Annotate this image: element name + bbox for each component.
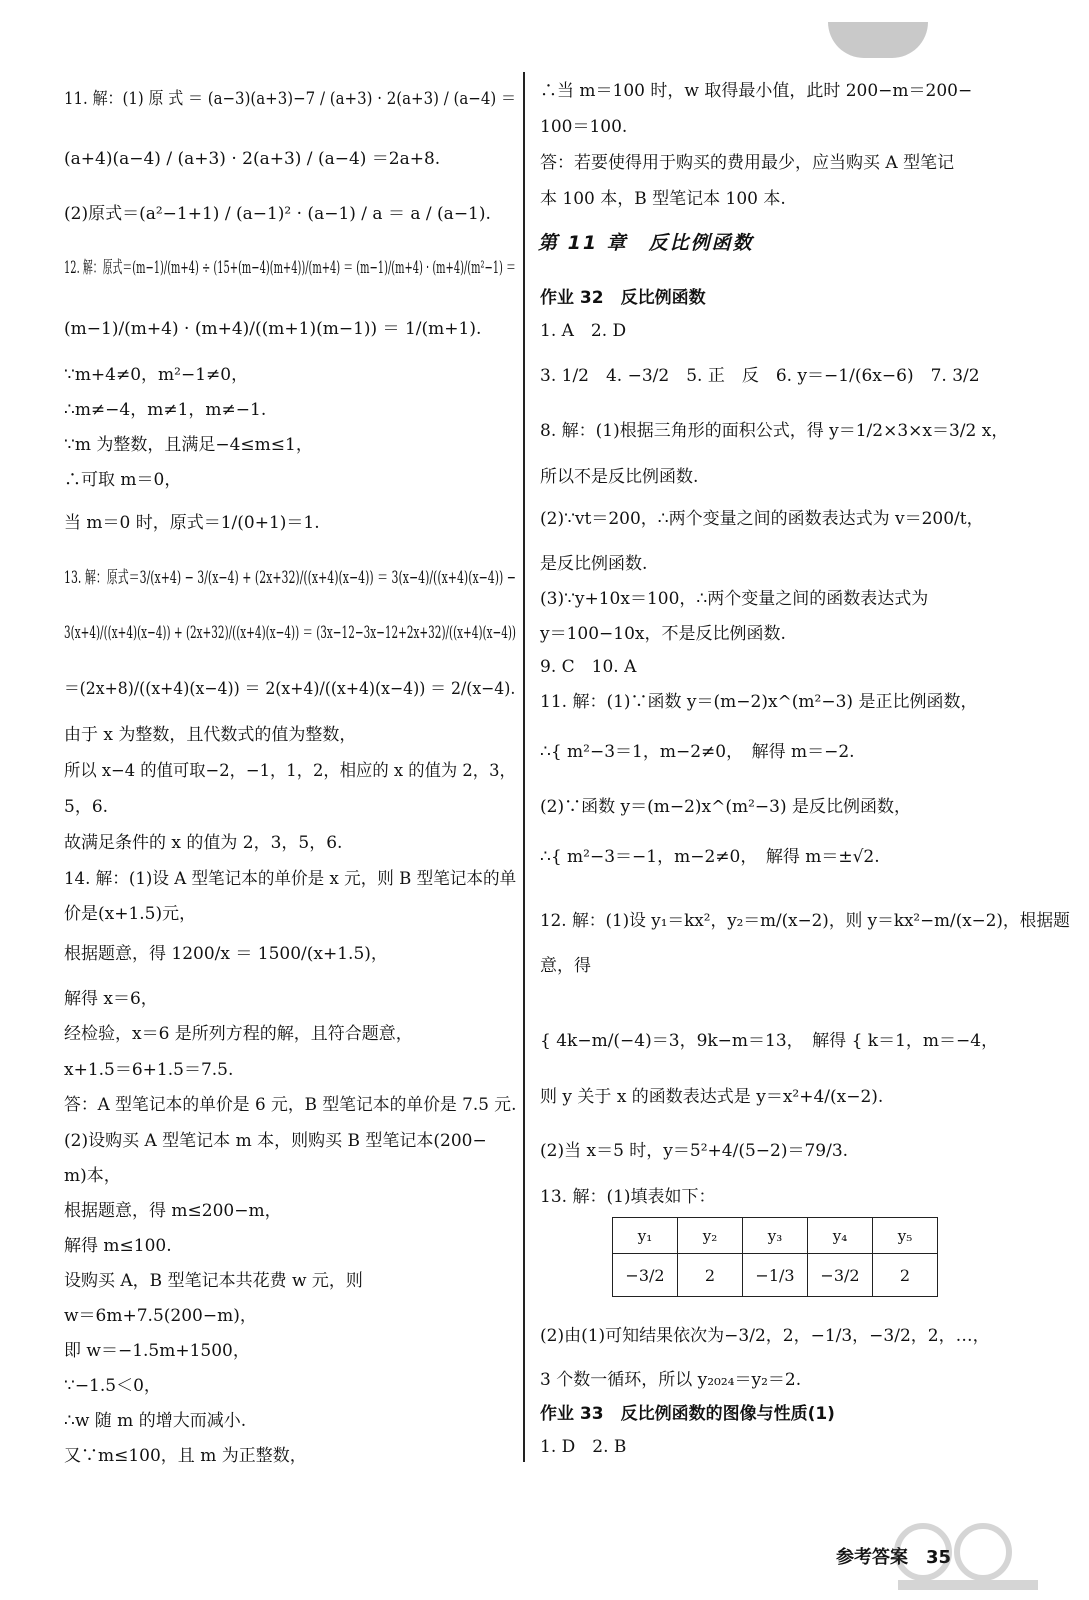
text-line: 根据题意，得 m≤200−m， <box>64 1201 282 1221</box>
text-line: 当 m＝0 时，原式＝1/(0+1)＝1. <box>64 513 320 533</box>
text-line: (2)∵函数 y＝(m−2)x^(m²−3) 是反比例函数， <box>540 797 912 817</box>
table-cell: y₃ <box>743 1218 808 1254</box>
text-line: ∴w 随 m 的增大而减小. <box>64 1411 247 1431</box>
text-line: 由于 x 为整数，且代数式的值为整数， <box>64 725 357 745</box>
text-line: 价是(x+1.5)元， <box>64 904 197 924</box>
text-line: w＝6m+7.5(200−m)， <box>64 1306 257 1326</box>
text-line: (2)当 x＝5 时，y＝5²+4/(5−2)＝79/3. <box>540 1141 849 1161</box>
text-line: ∴当 m＝100 时，w 取得最小值，此时 200−m＝200− <box>540 81 973 101</box>
text-line: 意，得 <box>540 956 591 976</box>
text-line: 100＝100. <box>540 117 628 137</box>
text-line: 所以 x−4 的值可取−2，−1，1，2，相应的 x 的值为 2，3， <box>64 761 516 781</box>
table-cell: −3/2 <box>808 1254 873 1297</box>
text-line: 经检验，x＝6 是所列方程的解，且符合题意， <box>64 1024 413 1044</box>
text-line: (m−1)/(m+4) · (m+4)/((m+1)(m−1)) ＝ 1/(m+1). <box>64 319 482 339</box>
text-line: 11. 解：(1)∵函数 y＝(m−2)x^(m²−3) 是正比例函数， <box>540 692 978 712</box>
chapter-title: 第 11 章 反比例函数 <box>538 232 754 254</box>
page-corner-tab <box>828 22 928 58</box>
table-cell: y₄ <box>808 1218 873 1254</box>
text-line: y＝100−10x，不是反比例函数. <box>540 624 786 644</box>
watermark-logo <box>888 1522 1048 1592</box>
table-cell: −3/2 <box>613 1254 678 1297</box>
text-line: 设购买 A，B 型笔记本共花费 w 元，则 <box>64 1271 363 1291</box>
column-divider <box>523 72 525 1462</box>
text-line: 5，6. <box>64 797 109 817</box>
text-line: 即 w＝−1.5m+1500， <box>64 1341 250 1361</box>
table-cell: y₁ <box>613 1218 678 1254</box>
text-line: 1. D 2. B <box>540 1437 627 1457</box>
text-line: 3 个数一循环，所以 y₂₀₂₄＝y₂＝2. <box>540 1370 802 1390</box>
text-line: 14. 解：(1)设 A 型笔记本的单价是 x 元，则 B 型笔记本的单 <box>64 869 517 889</box>
text-line: 又∵m≤100，且 m 为正整数， <box>64 1446 307 1466</box>
text-line: ∵m 为整数，且满足−4≤m≤1， <box>64 435 313 455</box>
text-line: 作业 33 反比例函数的图像与性质(1) <box>540 1404 835 1424</box>
text-line: 1. A 2. D <box>540 321 627 341</box>
text-line: ∵−1.5＜0， <box>64 1376 161 1396</box>
text-line: 解得 m≤100. <box>64 1236 172 1256</box>
text-line: ∴{ m²−3＝1，m−2≠0， 解得 m＝−2. <box>540 742 855 762</box>
text-line: { 4k−m/(−4)＝3，9k−m＝13， 解得 { k＝1，m＝−4， <box>540 1031 999 1051</box>
table-cell: y₅ <box>873 1218 938 1254</box>
text-line: 3. 1/2 4. −3/2 5. 正 反 6. y＝−1/(6x−6) 7. 3/2 <box>540 366 980 386</box>
text-line: (2)∵vt＝200，∴两个变量之间的函数表达式为 v＝200/t， <box>540 509 984 529</box>
text-line: 答：A 型笔记本的单价是 6 元，B 型笔记本的单价是 7.5 元. <box>64 1095 517 1115</box>
table-cell: 2 <box>873 1254 938 1297</box>
text-line: 13. 解：原式＝3/(x+4) − 3/(x−4) + (2x+32)/((x+4)(x−4)) ＝ 3(x−4)/((x+4)(x−4)) − <box>64 568 516 588</box>
text-line: 故满足条件的 x 的值为 2，3，5，6. <box>64 833 343 853</box>
text-line: ∴可取 m＝0， <box>64 470 182 490</box>
text-line: (3)∵y+10x＝100，∴两个变量之间的函数表达式为 <box>540 589 929 609</box>
text-line: 11. 解：(1) 原 式 ＝ (a−3)(a+3)−7 / (a+3) · 2(a+3) / (a−4) ＝ <box>64 89 516 109</box>
page-footer: 参考答案 35 <box>836 1547 952 1568</box>
text-line: 则 y 关于 x 的函数表达式是 y＝x²+4/(x−2). <box>540 1087 884 1107</box>
table-cell: −1/3 <box>743 1254 808 1297</box>
text-line: 9. C 10. A <box>540 657 637 677</box>
text-line: 8. 解：(1)根据三角形的面积公式，得 y＝1/2×3×x＝3/2 x， <box>540 421 1009 441</box>
text-line: ∵m+4≠0，m²−1≠0， <box>64 365 249 385</box>
table-cell: 2 <box>678 1254 743 1297</box>
text-line: 12. 解：(1)设 y₁＝kx²，y₂＝m/(x−2)，则 y＝kx²−m/(x−2)，根据题 <box>540 911 1070 931</box>
text-line: ∴m≠−4，m≠1，m≠−1. <box>64 400 267 420</box>
text-line: 13. 解：(1)填表如下： <box>540 1187 716 1207</box>
text-line: ∴{ m²−3＝−1，m−2≠0， 解得 m＝±√2. <box>540 847 880 867</box>
text-line: (2)原式＝(a²−1+1) / (a−1)² · (a−1) / a ＝ a / (a−1). <box>64 204 491 224</box>
text-line: m)本， <box>64 1166 121 1186</box>
table-header-row <box>613 1218 938 1254</box>
text-line: (2)由(1)可知结果依次为−3/2，2，−1/3，−3/2，2，…， <box>540 1326 990 1346</box>
text-line: 根据题意，得 1200/x ＝ 1500/(x+1.5)， <box>64 944 388 964</box>
text-line: 作业 32 反比例函数 <box>540 288 706 308</box>
table-value-row <box>613 1254 938 1297</box>
text-line: (a+4)(a−4) / (a+3) · 2(a+3) / (a−4) ＝2a+8. <box>64 149 441 169</box>
text-line: 12. 解：原式＝(m−1)/(m+4) ÷ (15+(m−4)(m+4))/(m+4) ＝ (m−1)/(m+4) · (m+4)/(m²−1) ＝ <box>64 258 516 278</box>
text-line: ＝(2x+8)/((x+4)(x−4)) ＝ 2(x+4)/((x+4)(x−4)) ＝ 2/(x−4). <box>64 679 516 699</box>
text-line: 所以不是反比例函数. <box>540 467 699 487</box>
text-line: (2)设购买 A 型笔记本 m 本，则购买 B 型笔记本(200− <box>64 1131 487 1151</box>
text-line: 答：若要使得用于购买的费用最少，应当购买 A 型笔记 <box>540 153 955 173</box>
text-line: 是反比例函数. <box>540 554 648 574</box>
text-line: 解得 x＝6， <box>64 989 158 1009</box>
table-cell: y₂ <box>678 1218 743 1254</box>
text-line: x+1.5＝6+1.5＝7.5. <box>64 1060 234 1080</box>
text-line: 3(x+4)/((x+4)(x−4)) + (2x+32)/((x+4)(x−4)) ＝ (3x−12−3x−12+2x+32)/((x+4)(x−4)) <box>64 623 517 643</box>
text-line: 本 100 本，B 型笔记本 100 本. <box>540 189 786 209</box>
answer-table <box>612 1217 938 1297</box>
